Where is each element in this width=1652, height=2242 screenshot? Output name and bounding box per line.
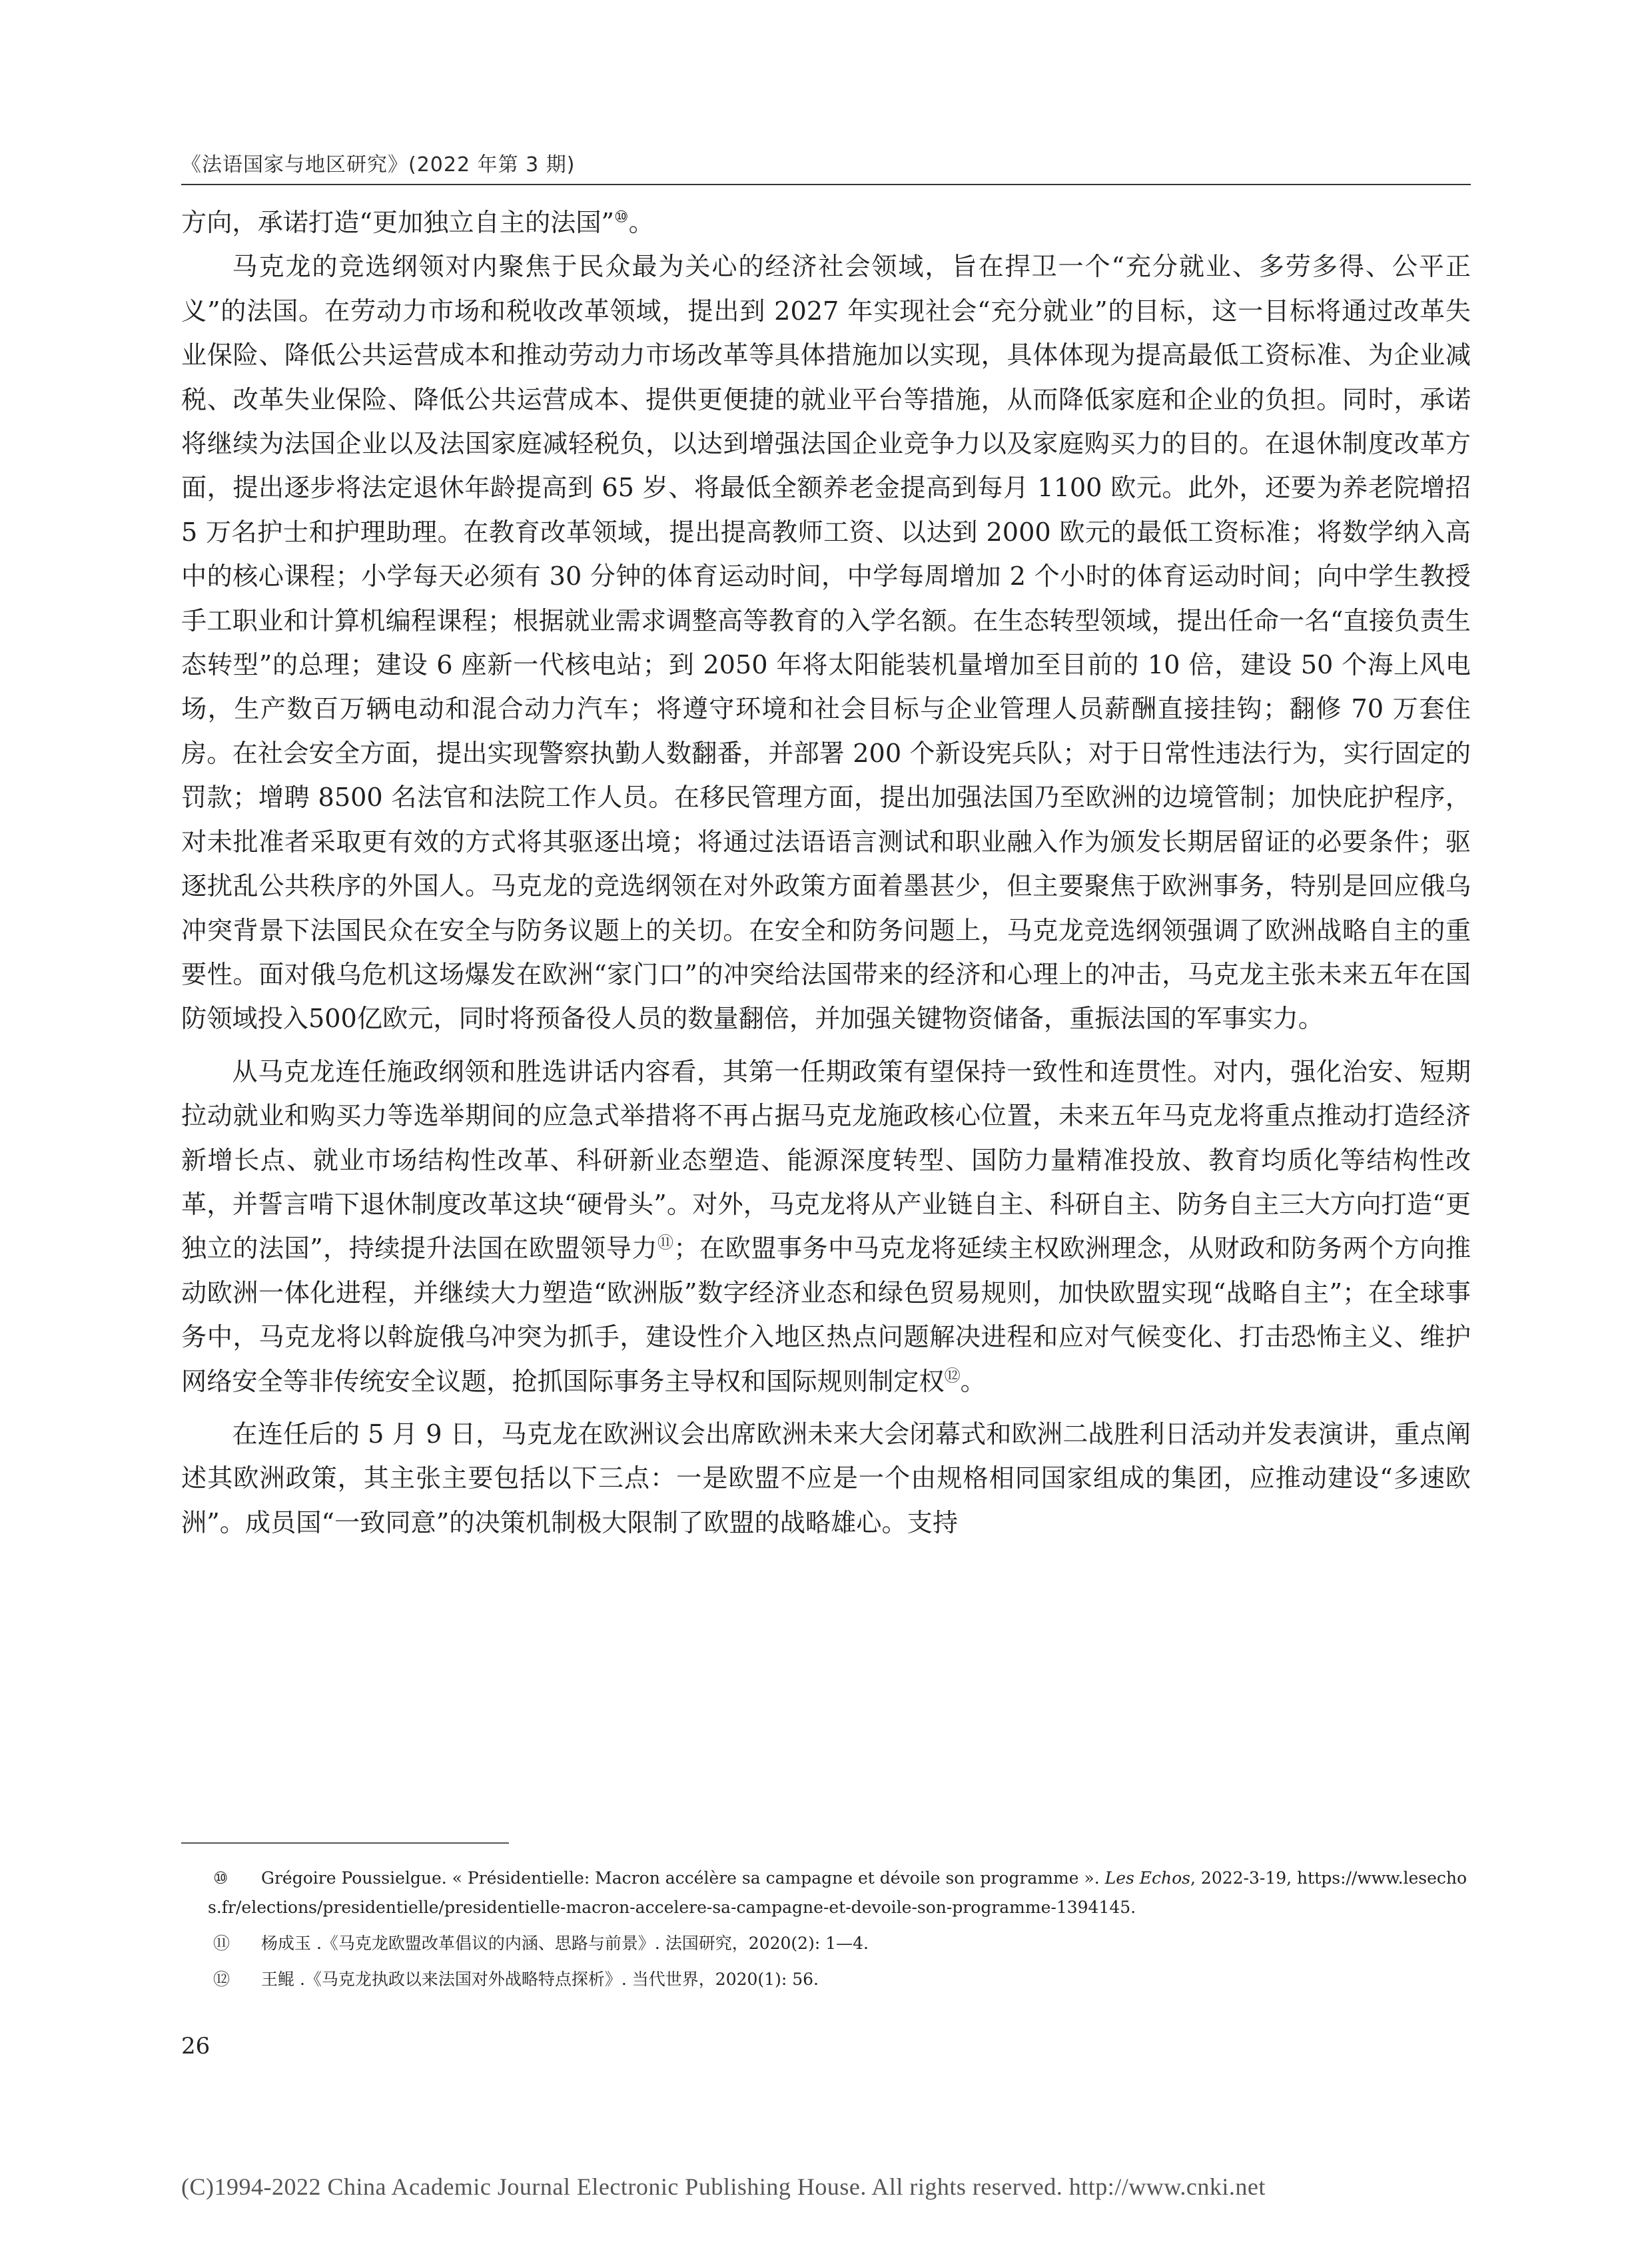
footnote-text: 杨成玉 .《马克龙欧盟改革倡议的内涵、思路与前景》. 法国研究，2020(2): 1—4. (261, 1934, 869, 1953)
footnote-text (208, 1868, 1467, 1917)
paragraph-text-end: 。 (960, 1367, 986, 1397)
paragraph-text-end: 。 (628, 208, 654, 238)
footnote-ref-12[interactable]: ⑫ (944, 1365, 961, 1385)
footnote-10 (181, 1864, 1471, 1922)
footnote-ref-10[interactable]: ⑩ (614, 207, 629, 226)
paragraph-european-policy: 在连任后的 5 月 9 日，马克龙在欧洲议会出席欧洲未来大会闭幕式和欧洲二战胜利日活动并发表演讲，重点阐述其欧洲政策，其主张主要包括以下三点：一是欧盟不应是一个由规格相同国家组成的集团，应推动建设“多速欧洲”。成员国“一致同意”的决策机制极大限制了欧盟的战略雄心。支持 (181, 1419, 1471, 1538)
footnote-text-italic: Les Echos (1104, 1868, 1191, 1888)
page-number: 26 (181, 2033, 210, 2059)
footnote-text-b[interactable]: , 2022-3-19, https://www.lesechos.fr/elections/presidentielle/presidentielle-macron-accelere-sa-campagne-et-devoile-son-programme-1394145. (208, 1868, 1467, 1917)
paragraph-text: 从马克龙连任施政纲领和胜选讲话内容看，其第一任期政策有望保持一致性和连贯性。对内，强化治安、短期拉动就业和购买力等选举期间的应急式举措将不再占据马克龙施政核心位置，未来五年马克龙将重点推动打造经济新增长点、就业市场结构性改革、科研新业态塑造、能源深度转型、国防力量精准投放、教育均质化等结构性改革，并誓言啃下退休制度改革这块“硬骨头”。对外，马克龙将从产业链自主、科研自主、防务自主三大方向打造“更独立的法国”，持续提升法国在欧盟领导力 (181, 1057, 1471, 1264)
footnote-rule (181, 1842, 509, 1844)
footnote-text-a: Grégoire Poussielgue. « Présidentielle: Macron accélère sa campagne et dévoile son programme ». (261, 1868, 1105, 1888)
footnote-11 (181, 1929, 1471, 1958)
article-body (181, 201, 1471, 1545)
paragraph-policy-outlook (181, 1050, 1471, 1404)
footnote-mark: ⑩ (213, 1868, 228, 1888)
paragraph-continued (181, 201, 1471, 245)
footnote-mark: ⑫ (213, 1970, 230, 1989)
footnote-text: 王鲲 .《马克龙执政以来法国对外战略特点探析》. 当代世界，2020(1): 56. (261, 1970, 819, 1989)
copyright-notice: (C)1994-2022 China Academic Journal Electronic Publishing House. All rights reserved. http://www.cnki.net (181, 2173, 1266, 2200)
paragraph-text-mid: ；在欧盟事务中马克龙将延续主权欧洲理念，从财政和防务两个方向推动欧洲一体化进程，并继续大力塑造“欧洲版”数字经济业态和绿色贸易规则，加快欧盟实现“战略自主”；在全球事务中，马克龙将以斡旋俄乌冲突为抓手，建设性介入地区热点问题解决进程和应对气候变化、打击恐怖主义、维护网络安全等非传统安全议题，抢抓国际事务主导权和国际规则制定权 (181, 1234, 1471, 1397)
paragraph-text: 方向，承诺打造“更加独立自主的法国” (181, 208, 615, 238)
footnote-mark: ⑪ (213, 1934, 230, 1953)
header-rule (181, 184, 1471, 185)
footnotes (181, 1864, 1471, 2001)
footnote-12 (181, 1965, 1471, 1994)
paragraph-campaign-platform: 马克龙的竞选纲领对内聚焦于民众最为关心的经济社会领域，旨在捍卫一个“充分就业、多劳多得、公平正义”的法国。在劳动力市场和税收改革领域，提出到 2027 年实现社会“充分就业”的目标，这一目标将通过改革失业保险、降低公共运营成本和推动劳动力市场改革等具体措施加以实现，具体体现为提高最低工资标准、为企业减税、改革失业保险、降低公共运营成本、提供更便捷的就业平台等措施，从而降低家庭和企业的负担。同时，承诺将继续为法国企业以及法国家庭减轻税负，以达到增强法国企业竞争力以及家庭购买力的目的。在退休制度改革方面，提出逐步将法定退休年龄提高到 65 岁、将最低全额养老金提高到每月 1100 欧元。此外，还要为养老院增招 5 万名护士和护理助理。在教育改革领域，提出提高教师工资、以达到 2000 欧元的最低工资标准；将数学纳入高中的核心课程；小学每天必须有 30 分钟的体育运动时间，中学每周增加 2 个小时的体育运动时间；向中学生教授手工职业和计算机编程课程；根据就业需求调整高等教育的入学名额。在生态转型领域，提出任命一名“直接负责生态转型”的总理；建设 6 座新一代核电站；到 2050 年将太阳能装机量增加至目前的 10 倍，建设 50 个海上风电场，生产数百万辆电动和混合动力汽车；将遵守环境和社会目标与企业管理人员薪酬直接挂钩；翻修 70 万套住房。在社会安全方面，提出实现警察执勤人数翻番，并部署 200 个新设宪兵队；对于日常性违法行为，实行固定的罚款；增聘 8500 名法官和法院工作人员。在移民管理方面，提出加强法国乃至欧洲的边境管制；加快庇护程序，对未批准者采取更有效的方式将其驱逐出境；将通过法语语言测试和职业融入作为颁发长期居留证的必要条件；驱逐扰乱公共秩序的外国人。马克龙的竞选纲领在对外政策方面着墨甚少，但主要聚焦于欧洲事务，特别是回应俄乌冲突背景下法国民众在安全与防务议题上的关切。在安全和防务问题上，马克龙竞选纲领强调了欧洲战略自主的重要性。面对俄乌危机这场爆发在欧洲“家门口”的冲突给法国带来的经济和心理上的冲击，马克龙主张未来五年在国防领域投入500亿欧元，同时将预备役人员的数量翻倍，并加强关键物资储备，重振法国的军事实力。 (181, 252, 1471, 1034)
running-header: 《法语国家与地区研究》(2022 年第 3 期) (181, 153, 576, 177)
footnote-ref-11[interactable]: ⑪ (657, 1233, 674, 1252)
